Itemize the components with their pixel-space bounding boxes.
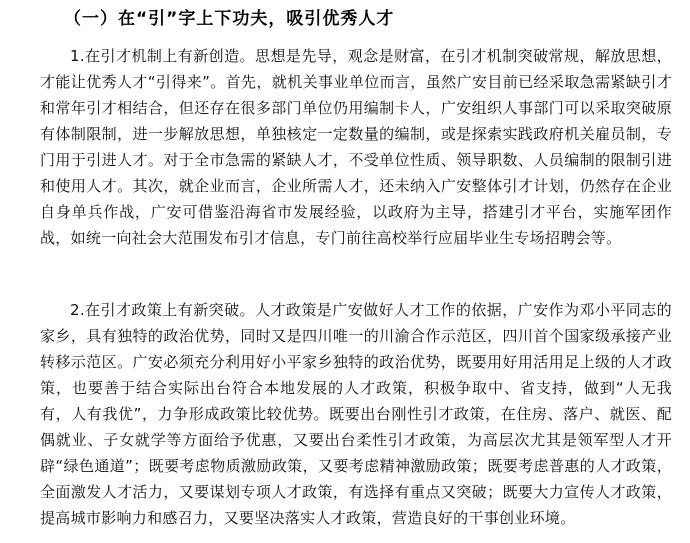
paragraph-talent-policy: 2.在引才政策上有新突破。人才政策是广安做好人才工作的依据，广安作为邓小平同志的家乡，具有独特的政治优势，同时又是四川唯一的川渝合作示范区，四川首个国家级承接产业转移示范区。广安必须充分利用好小平家乡独特的政治优势，既要用好用活用足上级的人才政策，也要善于结合实际出台符合本地发展的人才政策，积极争取中、省支持，做到“人无我有，人有我优”，力争形成政策比较优势。既要出台刚性引才政策，在住房、落户、就医、配偶就业、子女就学等方面给予优惠，又要出台柔性引才政策，为高层次尤其是领军型人才开辟“绿色通道”；既要考虑物质激励政策，又要考虑精神激励政策；既要考虑普惠的人才政策，全面激发人才活力，又要谋划专项人才政策，有选择有重点又突破；既要大力宣传人才政策，提高城市影响力和感召力，又要坚决落实人才政策，营造良好的干事创业环境。 (40, 301, 672, 527)
section-heading: （一）在“引”字上下功夫，吸引优秀人才 (64, 9, 395, 29)
paragraph-talent-mechanism: 1.在引才机制上有新创造。思想是先导，观念是财富，在引才机制突破常规，解放思想，才能让优秀人才“引得来”。首先，就机关事业单位而言，虽然广安目前已经采取急需紧缺引才和常年引才相结合，但还存在很多部门单位仍用编制卡人，广安组织人事部门可以采取突破原有体制限制，进一步解放思想，单独核定一定数量的编制，或是探索实践政府机关雇员制，专门用于引进人才。对于全市急需的紧缺人才，不受单位性质、领导职数、人员编制的限制引进和使用人才。其次，就企业而言，企业所需人才，还未纳入广安整体引才计划，仍然存在企业自身单兵作战，广安可借鉴沿海省市发展经验，以政府为主导，搭建引才平台，实施军团作战，如统一向社会大范围发布引才信息，专门前往高校举行应届毕业生专场招聘会等。 (40, 47, 672, 247)
